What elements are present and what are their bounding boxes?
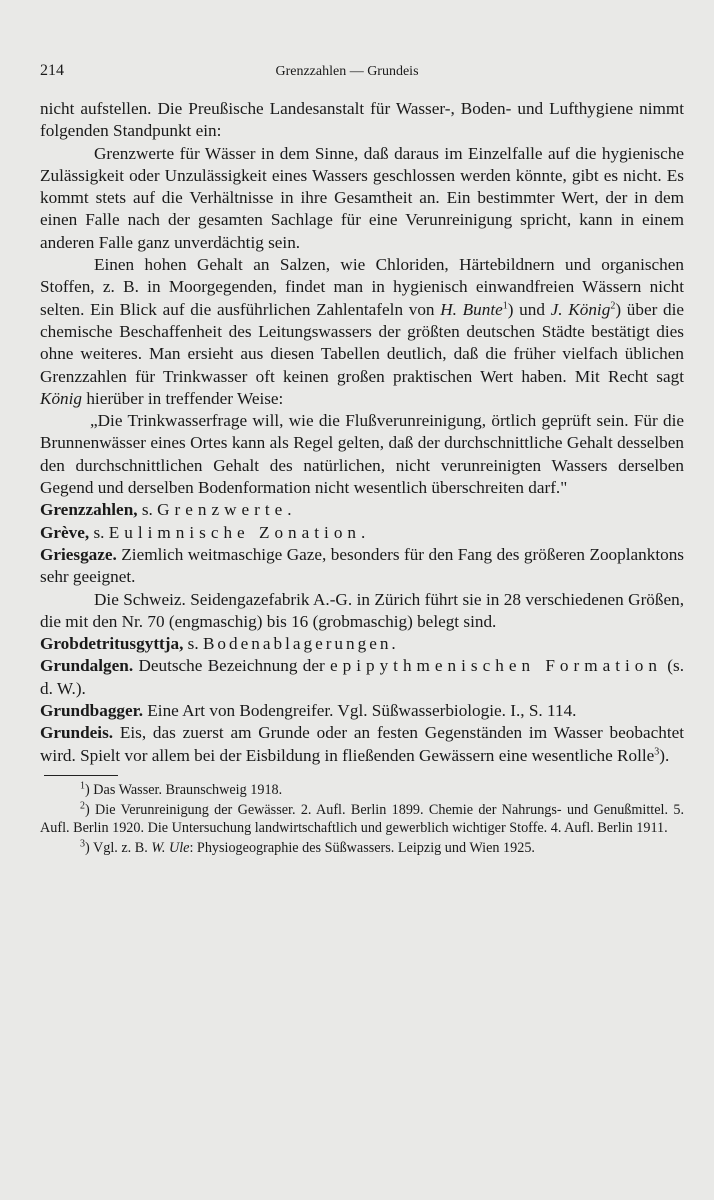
paragraph-3-part-a: Einen hohen Gehalt an Salzen, wie Chloriden, Härtebildnern und organischen Stoffen, z. B. in Moorgegenden, findet man in hygienisch einwandfreien Wässern nicht selten. Ein Blick auf die ausführlichen Zahlentafeln von <box>40 255 684 319</box>
footnote-mark: 3 <box>80 838 85 850</box>
footnote-ref-2: 2 <box>610 299 616 311</box>
footnote-2 <box>40 802 684 837</box>
lemma: Grundbagger. <box>40 701 143 721</box>
author-koenig: J. König <box>550 299 611 319</box>
author-bunte: H. Bunte <box>440 299 503 319</box>
footnote-mark: 2 <box>80 800 85 812</box>
entry-grobdetritusgyttja <box>40 633 684 655</box>
cross-reference: Eulimnische Zonation <box>108 522 362 542</box>
main-text <box>40 98 684 767</box>
entry-text: Eis, das zuerst am Grunde oder an festen Gegenständen im Wasser beobachtet wird. Spielt vor allem bei der Eisbildung in fließenden Gewässern eine wesentliche Rolle <box>40 723 685 765</box>
entry-text: Deutsche Bezeichnung der <box>138 656 325 676</box>
lemma: Grundalgen. <box>40 656 134 676</box>
entry-suffix: (s. d. W.). <box>40 656 685 698</box>
entry-grundeis <box>40 722 684 767</box>
entry-text: Eine Art von Bodengreifer. Vgl. Süßwasserbiologie. I., S. 114. <box>147 701 577 721</box>
entry-prefix: s. <box>93 522 105 542</box>
cross-reference: epipythmenischen Formation <box>330 656 662 676</box>
footnote-ref-3: 3 <box>654 745 660 757</box>
paragraph-3-part-c: über die chemische Beschaffenheit des Leitungswassers der größten deutschen Städte bestätigt dies ohne weiteres. Man ersieht aus diesen Tabellen deutlich, daß die früher vielfach üblichen Grenzzahlen für Trinkwasser oft keinen großen praktischen Wert haben. Mit Recht sagt <box>40 299 684 386</box>
lemma: Griesgaze. <box>40 544 117 564</box>
footnote-3 <box>40 840 684 858</box>
paragraph-2: Grenzwerte für Wässer in dem Sinne, daß daraus im Einzelfalle auf die hygienische Zulässigkeit oder Unzulässigkeit eines Wassers geschlossen werden könnte, gibt es nicht. Es kommt stets auf die Verhältnisse in ihre Gesamtheit an. Ein bestimmter Wert, der in dem einen Falle nach der gesamten Sachlage für eine Verunreinigung spricht, kann in einem anderen Falle ganz unverdächtig sein. <box>40 143 684 252</box>
lemma: Grobdetritusgyttja, <box>40 634 184 654</box>
entry-suffix: . <box>287 500 292 520</box>
lemma: Grundeis. <box>40 723 114 743</box>
entry-grundalgen <box>40 655 684 700</box>
paragraph-1: nicht aufstellen. Die Preußische Landesanstalt für Wasser-, Boden- und Lufthygiene nimmt folgenden Standpunkt ein: <box>40 99 684 141</box>
footnote-1 <box>40 782 684 800</box>
entry-prefix: s. <box>141 500 153 520</box>
entry-grundbagger <box>40 700 684 722</box>
paragraph-3: Einen hohen Gehalt an Salzen, wie Chloriden, Härtebildnern und organischen Stoffen, z. B. in Moorgegenden, findet man in hygienisch einwandfreien Wässern nicht selten. Ein Blick auf die ausführlichen Zahlentafeln von H. Bunte$^1$) und J. König$^2$) über die chemische Beschaffenheit des Leitungswassers der größten deutschen Städte bestätigt dies ohne weiteres. Man ersieht aus diesen Tabellen deutlich, daß die früher vielfach üblichen Grenzzahlen für Trinkwasser oft keinen großen praktischen Wert haben. Mit Recht sagt König hierüber in treffender Weise: <box>40 255 684 408</box>
author-ule: W. Ule <box>151 840 190 857</box>
footnote-rule <box>44 775 118 776</box>
lemma: Grève, <box>40 522 90 542</box>
footnote-mark: 1 <box>80 780 85 792</box>
author-koenig-2: König <box>40 388 83 408</box>
lemma: Grenzzahlen, <box>40 500 138 520</box>
entry-grenzzahlen <box>40 499 684 521</box>
koenig-quote: „Die Trinkwasserfrage will, wie die Flußverunreinigung, örtlich geprüft sein. Für die Brunnenwässer eines Ortes kann als Regel gelten, daß der durchschnittliche Gehalt desselben den durchschnittlichen Gehalt des natürlichen, nicht verunreinigten Wassers derselben Gegend und derselben Bodenformation nicht wesentlich überschreiten darf." <box>40 411 684 498</box>
page-header <box>40 62 684 98</box>
footnote-text: ) Das Wasser. Braunschweig 1918. <box>85 781 283 798</box>
running-head: Grenzzahlen — Grundeis <box>275 64 419 79</box>
entry-suffix: . <box>361 522 366 542</box>
cross-reference: Grenzwerte <box>157 500 288 520</box>
footnote-text-a: ) Vgl. z. B. <box>85 840 148 857</box>
entry-griesgaze-paragraph-2: Die Schweiz. Seidengazefabrik A.-G. in Zürich führt sie in 28 verschiedenen Größen, die mit den Nr. 70 (engmaschig) bis 16 (grobmaschig) belegt sind. <box>40 589 684 631</box>
footnote-ref-1: 1 <box>502 299 508 311</box>
entry-greve <box>40 522 684 544</box>
entry-suffix: . <box>391 634 396 654</box>
paragraph-3-part-d: hierüber in treffender Weise: <box>86 388 284 408</box>
footnote-text: ) Die Verunreinigung der Gewässer. 2. Aufl. Berlin 1899. Chemie der Nahrungs- und Genußmittel. 5. Aufl. Berlin 1920. Die Untersuchung landwirtschaftlich und gewerblich wichtiger Stoffe. 4. Aufl. Berlin 1911. <box>40 802 684 836</box>
entry-text: Ziemlich weitmaschige Gaze, besonders für den Fang des größeren Zooplanktons sehr geeignet. <box>40 544 684 587</box>
cross-reference: Bodenablagerungen <box>202 634 392 654</box>
entry-prefix: s. <box>187 634 199 654</box>
page-number: 214 <box>40 62 64 79</box>
entry-suffix: ). <box>659 745 670 765</box>
footnotes <box>40 782 684 858</box>
footnote-text-b: : Physiogeographie des Süßwassers. Leipzig und Wien 1925. <box>189 840 535 857</box>
paragraph-3-part-b: und <box>519 299 545 319</box>
entry-griesgaze <box>40 544 684 589</box>
